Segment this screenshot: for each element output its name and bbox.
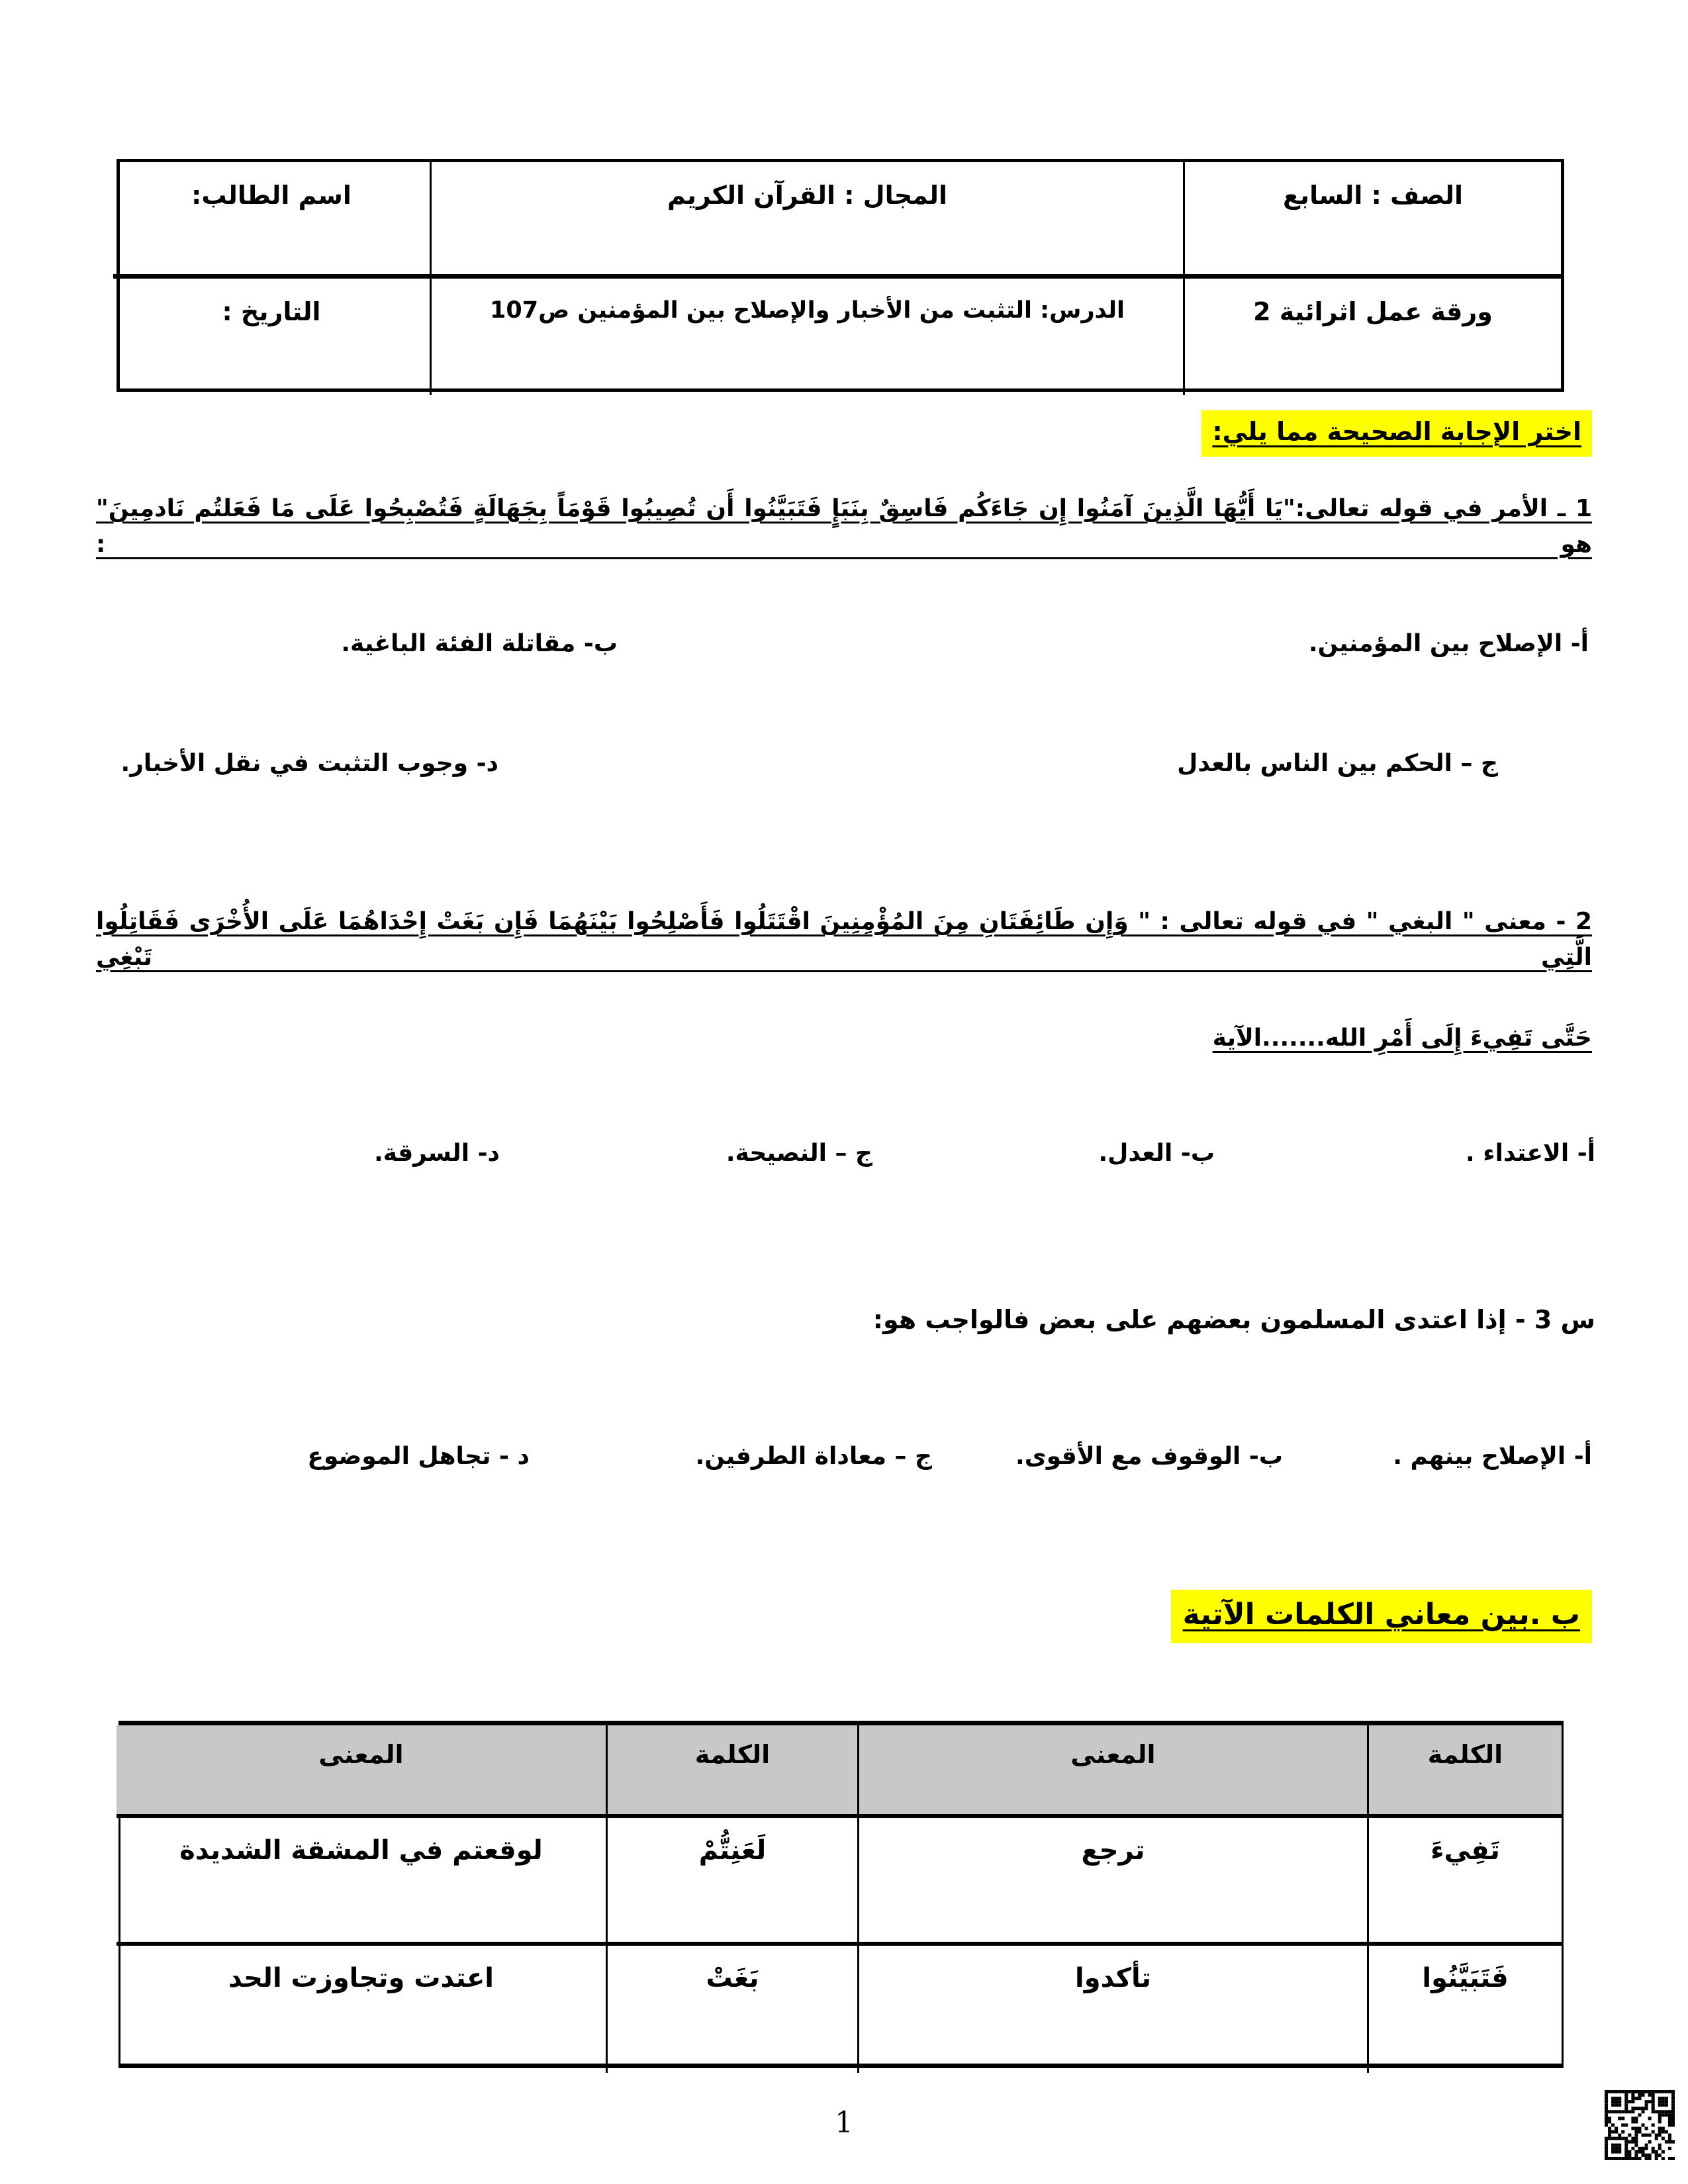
vocab-word-fatabayyanu: فَتَبَيَّنُوا	[1367, 1946, 1562, 2073]
q1-option-b: ب- مقاتلة الفئة الباغية.	[341, 630, 618, 657]
q2-option-d: د- السرقة.	[374, 1140, 500, 1167]
question-2-text-continuation: حَتَّى تَفِيءَ إِلَى أَمْرِ الله.......الآية	[1212, 1024, 1592, 1052]
question-1-text: 1 ـ الأمر في قوله تعالى:"يَا أَيُّهَا الَّذِينَ آمَنُوا إِن جَاءَكُم فَاسِقٌ بِنَبَإٍ فَتَبَيَّنُوا أَن تُصِيبُوا قَوْمَاً بِجَهَالَةٍ فَتُصْبِحُوا عَلَى مَا فَعَلتُم نَادمِينَ" هو :	[96, 495, 1592, 558]
q2-option-b: ب- العدل.	[1098, 1140, 1215, 1167]
worksheet-title-cell: ورقة عمل اثرائية 2	[1183, 279, 1561, 395]
vocab-table	[118, 1721, 1564, 2068]
vocab-meaning-itadat: اعتدت وتجاوزت الحد	[228, 1963, 494, 1993]
q2-option-a: أ- الاعتداء .	[1466, 1140, 1595, 1167]
section-b-heading: ب .بين معاني الكلمات الآتية	[1171, 1590, 1592, 1643]
q1-option-c: ج – الحكم بين الناس بالعدل	[1177, 750, 1498, 777]
q3-option-a: أ- الإصلاح بينهم .	[1393, 1443, 1592, 1470]
question-2-text: 2 - معنى " البغي " في قوله تعالى : " وَإِن طَائِفَتَانِ مِنَ المُؤْمِنِينَ اقْتَتَلُوا فَأَصْلِحُوا بَيْنَهُمَا فَإِن بَغَتْ إِحْدَاهُمَا عَلَى الأُخْرَى فَقَاتِلُوا الَّتِي تَبْغِي	[96, 908, 1592, 971]
subject-cell: المجال : القرآن الكريم	[430, 162, 1183, 279]
header-info-table	[117, 159, 1564, 392]
vocab-header-meaning-right: المعنى	[857, 1725, 1367, 1818]
vocab-meaning-tarjia: ترجع	[857, 1818, 1367, 1946]
page-number: 1	[835, 2106, 853, 2140]
vocab-header-meaning-left: المعنى	[117, 1725, 606, 1818]
q3-option-d: د - تجاهل الموضوع	[307, 1443, 530, 1470]
q2-option-c: ج – النصيحة.	[726, 1140, 872, 1167]
vocab-meaning-mashaqqa: لوقعتم في المشقة الشديدة	[117, 1818, 606, 1946]
student-name-cell: اسم الطالب:	[113, 162, 430, 279]
vocab-header-word-left: الكلمة	[606, 1725, 857, 1818]
vocab-header-word-right: الكلمة	[1367, 1725, 1562, 1818]
question-3-text: س 3 - إذا اعتدى المسلمون بعضهم على بعض فالواجب هو:	[872, 1305, 1595, 1334]
date-cell: التاريخ :	[222, 297, 321, 326]
vocab-word-laanittum: لَعَنِتُّمْ	[606, 1818, 857, 1946]
q3-option-b: ب- الوقوف مع الأقوى.	[1015, 1443, 1283, 1470]
q1-option-a: أ- الإصلاح بين المؤمنين.	[1308, 630, 1589, 657]
vocab-word-baghat: بَغَتْ	[606, 1946, 857, 2073]
lesson-title-cell: الدرس: التثبت من الأخبار والإصلاح بين المؤمنين ص107	[430, 279, 1183, 395]
vocab-meaning-taakkadu: تأكدوا	[857, 1946, 1367, 2073]
q1-option-d: د- وجوب التثبت في نقل الأخبار.	[120, 750, 498, 777]
vocab-word-tafia: تَفِيءَ	[1367, 1818, 1562, 1946]
class-cell: الصف : السابع	[1183, 162, 1561, 279]
qr-code-icon	[1605, 2090, 1675, 2160]
q3-option-c: ج – معاداة الطرفين.	[695, 1443, 932, 1470]
choose-answer-instruction: اختر الإجابة الصحيحة مما يلي:	[1201, 410, 1592, 457]
